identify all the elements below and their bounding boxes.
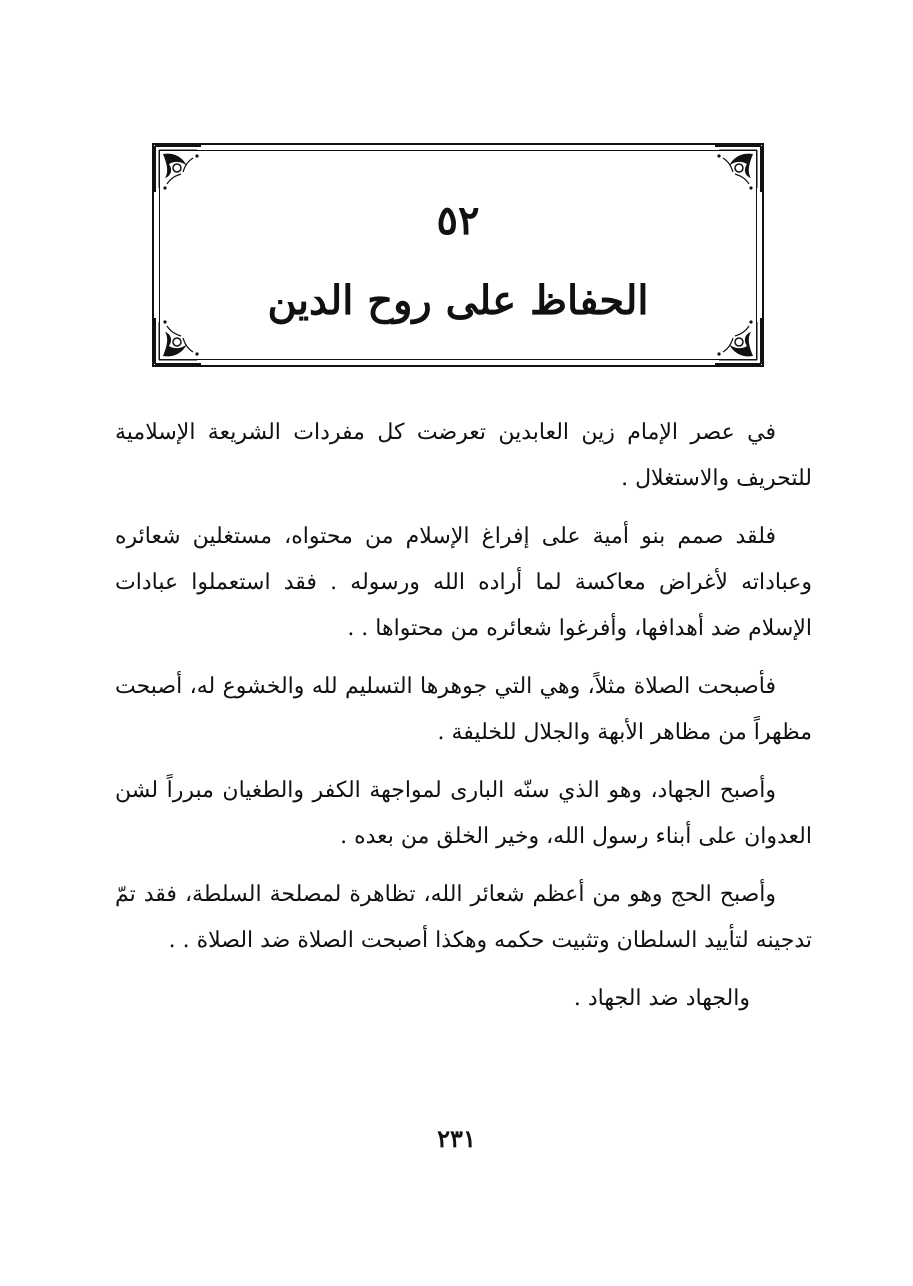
paragraph: وأصبح الجهاد، وهو الذي سنّه البارى لمواجهة الكفر والطغيان مبرراً لشن العدوان على أبناء رسول الله، وخير الخلق من بعده . — [115, 778, 812, 849]
arabesque-corner-icon — [713, 144, 763, 194]
paragraph: في عصر الإمام زين العابدين تعرضت كل مفردات الشريعة الإسلامية للتحريف والاستغلال . — [115, 420, 812, 491]
paragraph: فأصبحت الصلاة مثلاً، وهي التي جوهرها التسليم لله والخشوع له، أصبحت مظهراً من مظاهر الأبهة والجلال للخليفة . — [115, 674, 812, 745]
chapter-body — [115, 410, 812, 1034]
paragraph: وأصبح الحج وهو من أعظم شعائر الله، تظاهرة لمصلحة السلطة، فقد تمّ تدجينه لتأييد السلطان وتثبيت حكمه وهكذا أصبحت الصلاة ضد الصلاة . . — [115, 882, 812, 953]
paragraph: والجهاد ضد الجهاد . — [573, 986, 750, 1011]
arabesque-corner-icon — [153, 144, 203, 194]
chapter-number: ٥٢ — [436, 197, 480, 244]
chapter-title: الحفاظ على روح الدين — [267, 277, 649, 324]
chapter-title-frame — [152, 143, 764, 367]
page-number: ٢٣١ — [437, 1124, 476, 1153]
paragraph: فلقد صمم بنو أمية على إفراغ الإسلام من محتواه، مستغلين شعائره وعباداته لأغراض معاكسة لما أراده الله ورسوله . فقد استعملوا عبادات الإسلام ضد أهدافها، وأفرغوا شعائره من محتواها . . — [115, 524, 812, 641]
